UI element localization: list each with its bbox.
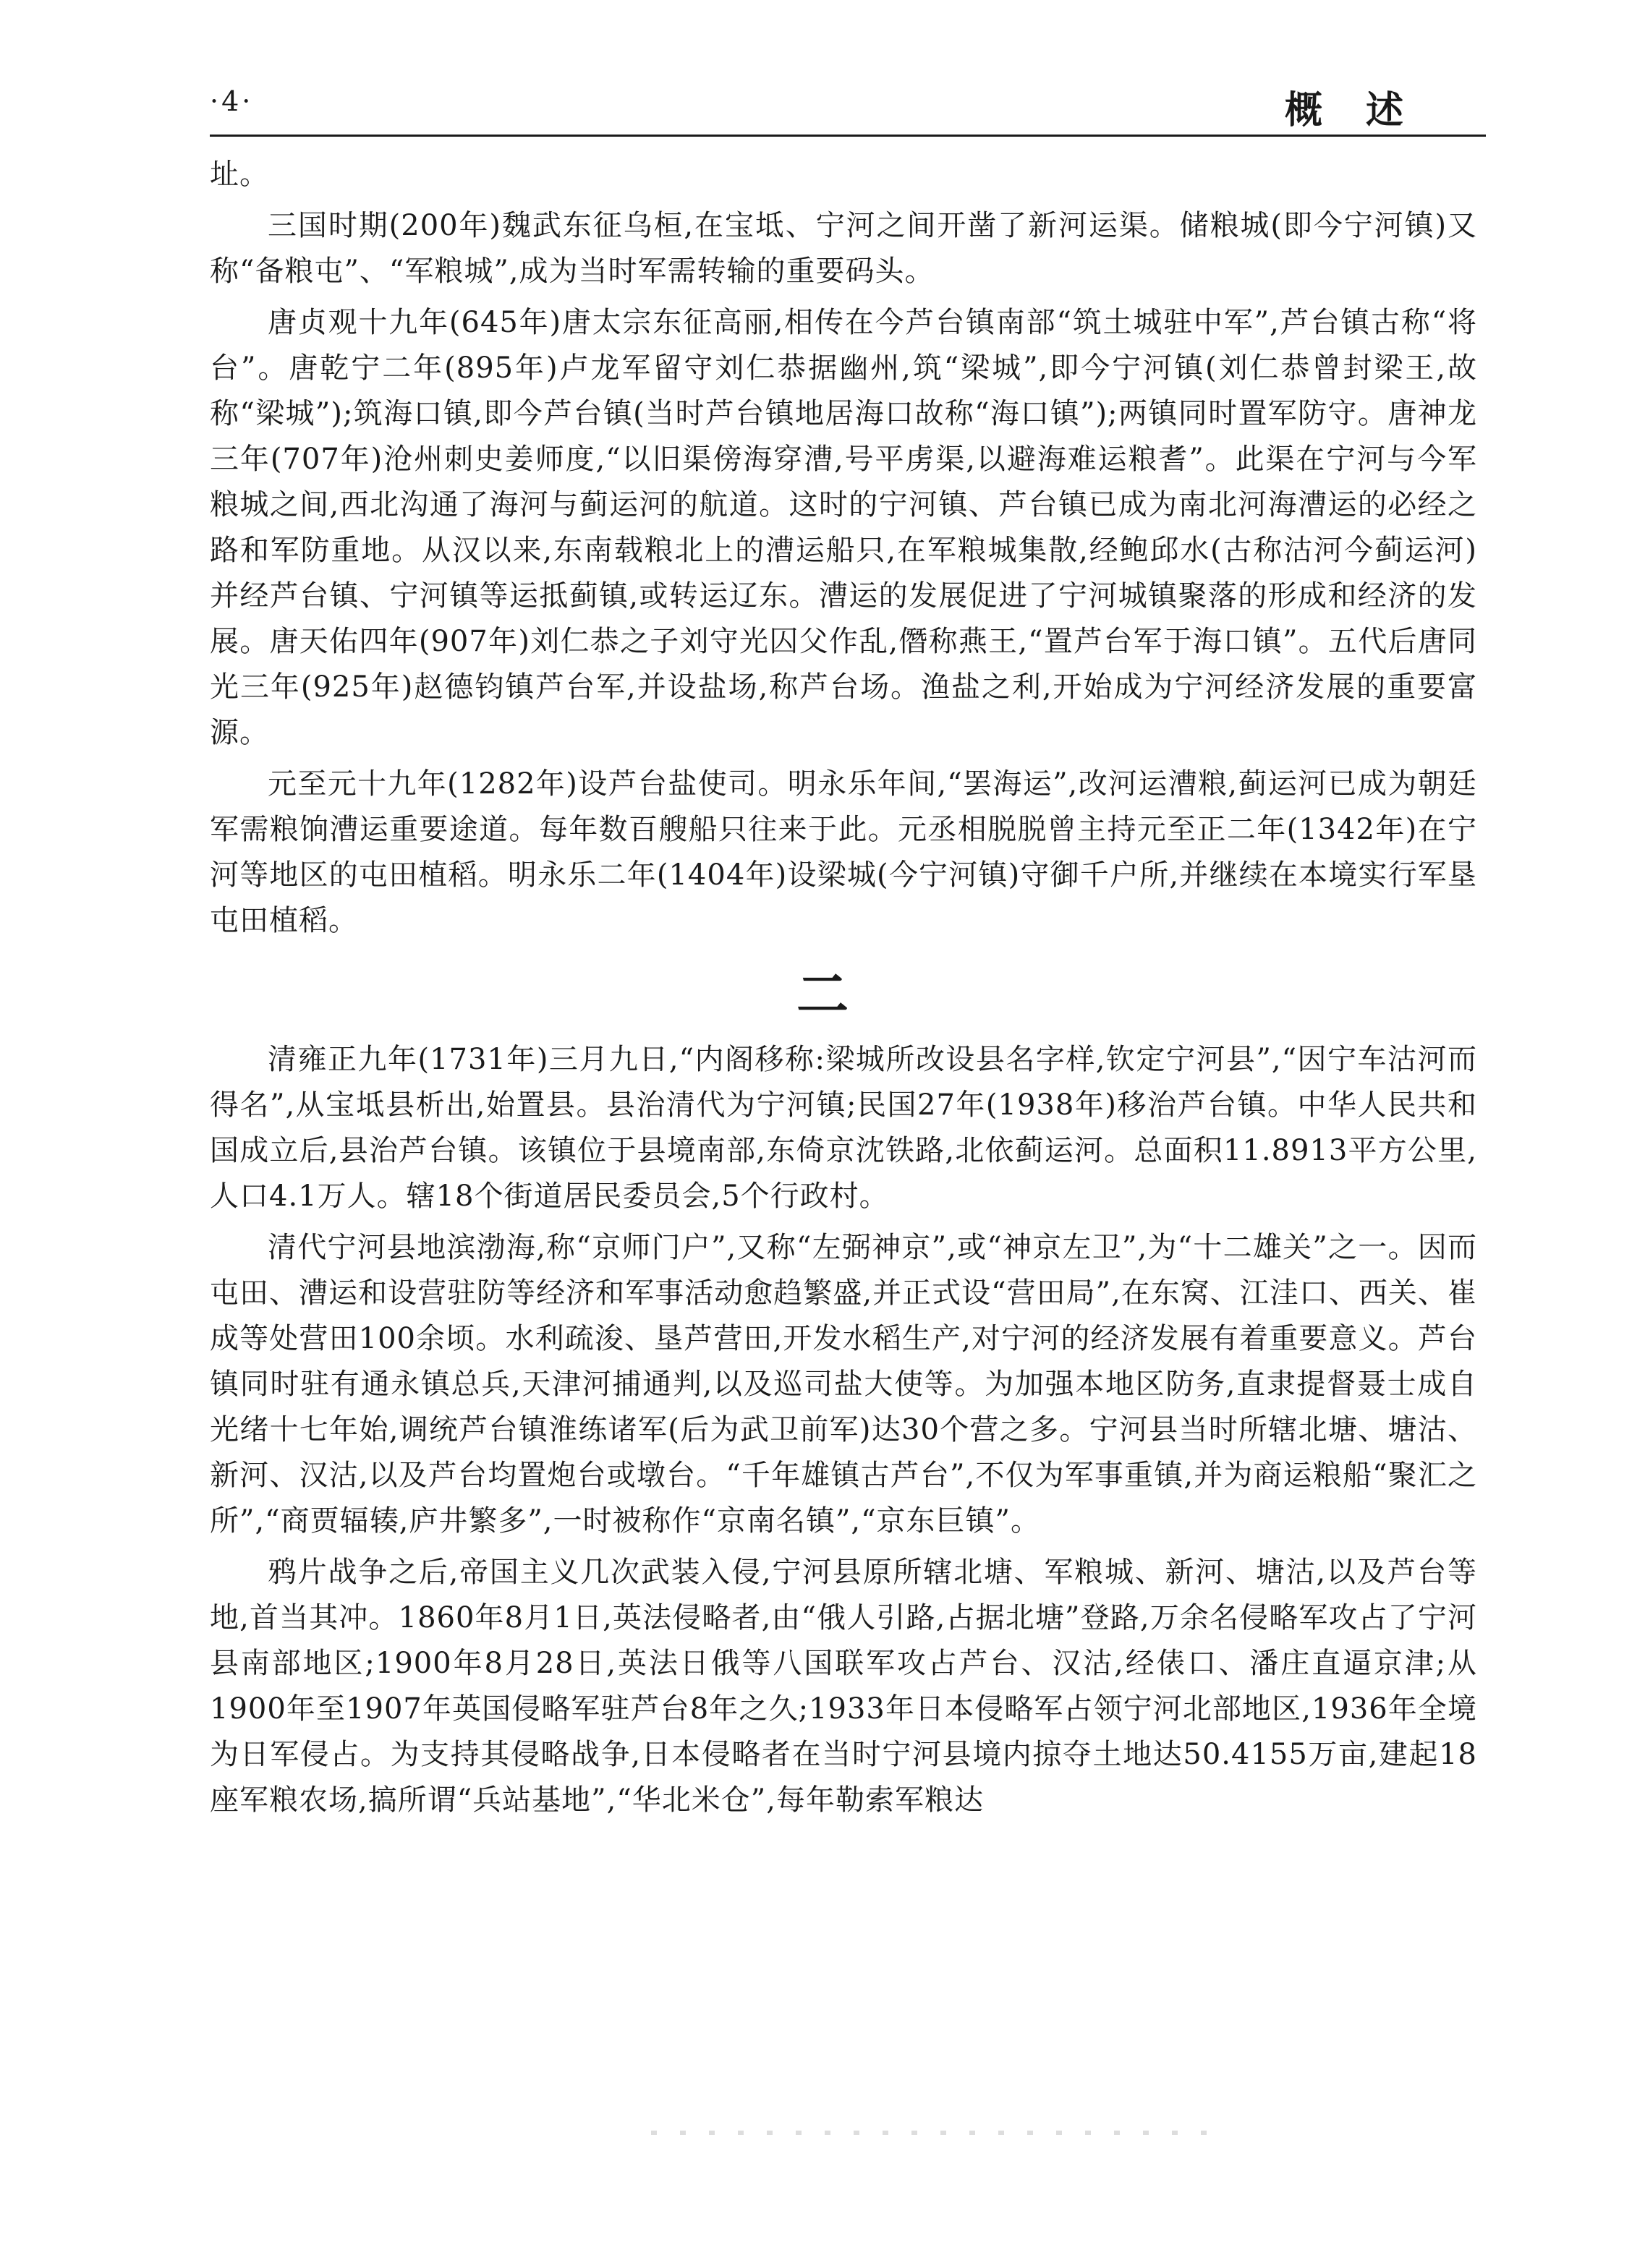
text-block-section-two (210, 1037, 1477, 1829)
paragraph: 三国时期(200年)魏武东征乌桓,在宝坻、宁河之间开凿了新河运渠。储粮城(即今宁河镇)又称“备粮屯”、“军粮城”,成为当时军需转输的重要码头。 (210, 209, 1477, 288)
paragraph: 清代宁河县地滨渤海,称“京师门户”,又称“左弼神京”,或“神京左卫”,为“十二雄关”之一。因而屯田、漕运和设营驻防等经济和军事活动愈趋繁盛,并正式设“营田局”,在东窝、江洼口、西关、崔成等处营田100余顷。水利疏浚、垦芦营田,开发水稻生产,对宁河的经济发展有着重要意义。芦台镇同时驻有通永镇总兵,天津河捕通判,以及巡司盐大使等。为加强本地区防务,直隶提督聂士成自光绪十七年始,调统芦台镇淮练诸军(后为武卫前军)达30个营之多。宁河县当时所辖北塘、塘沽、新河、汉沽,以及芦台均置炮台或墩台。“千年雄镇古芦台”,不仅为军事重镇,并为商运粮船“聚汇之所”,“商贾辐辏,庐井繁多”,一时被称作“京南名镇”,“京东巨镇”。 (210, 1231, 1477, 1538)
section-heading: 二 (796, 963, 849, 1025)
text-block-section-one (210, 152, 1477, 950)
running-header-title: 概述 (1284, 89, 1447, 132)
paragraph: 唐贞观十九年(645年)唐太宗东征高丽,相传在今芦台镇南部“筑土城驻中军”,芦台镇古称“将台”。唐乾宁二年(895年)卢龙军留守刘仁恭据幽州,筑“梁城”,即今宁河镇(刘仁恭曾封梁王,故称“梁城”);筑海口镇,即今芦台镇(当时芦台镇地居海口故称“海口镇”);两镇同时置军防守。唐神龙三年(707年)沧州刺史姜师度,“以旧渠傍海穿漕,号平虏渠,以避海难运粮耆”。此渠在宁河与今军粮城之间,西北沟通了海河与蓟运河的航道。这时的宁河镇、芦台镇已成为南北河海漕运的必经之路和军防重地。从汉以来,东南载粮北上的漕运船只,在军粮城集散,经鲍邱水(古称沽河今蓟运河)并经芦台镇、宁河镇等运抵蓟镇,或转运辽东。漕运的发展促进了宁河城镇聚落的形成和经济的发展。唐天佑四年(907年)刘仁恭之子刘守光囚父作乱,僭称燕王,“置芦台军于海口镇”。五代后唐同光三年(925年)赵德钧镇芦台军,并设盐场,称芦台场。渔盐之利,开始成为宁河经济发展的重要富源。 (210, 306, 1477, 749)
paragraph: 鸦片战争之后,帝国主义几次武装入侵,宁河县原所辖北塘、军粮城、新河、塘沽,以及芦台等地,首当其冲。1860年8月1日,英法侵略者,由“俄人引路,占据北塘”登路,万余名侵略军攻占了宁河县南部地区;1900年8月28日,英法日俄等八国联军攻占芦台、汉沽,经俵口、潘庄直逼京津;从1900年至1907年英国侵略军驻芦台8年之久;1933年日本侵略军占领宁河北部地区,1936年全境为日军侵占。为支持其侵略战争,日本侵略者在当时宁河县境内掠夺土地达50.4155万亩,建起18座军粮农场,搞所谓“兵站基地”,“华北米仓”,每年勒索军粮达 (210, 1556, 1477, 1817)
paragraph: 清雍正九年(1731年)三月九日,“内阁移称:梁城所改设县名字样,钦定宁河县”,“因宁车沽河而得名”,从宝坻县析出,始置县。县治清代为宁河镇;民国27年(1938年)移治芦台镇。中华人民共和国成立后,县治芦台镇。该镇位于县境南部,东倚京沈铁路,北依蓟运河。总面积11.8913平方公里,人口4.1万人。辖18个街道居民委员会,5个行政村。 (210, 1043, 1477, 1213)
scan-artifact (651, 2131, 1230, 2135)
paragraph: 元至元十九年(1282年)设芦台盐使司。明永乐年间,“罢海运”,改河运漕粮,蓟运河已成为朝廷军需粮饷漕运重要途道。每年数百艘船只往来于此。元丞相脱脱曾主持元至正二年(1342年)在宁河等地区的屯田植稻。明永乐二年(1404年)设梁城(今宁河镇)守御千户所,并继续在本境实行军垦屯田植稻。 (210, 767, 1477, 937)
page-number: ·4· (210, 85, 254, 117)
paragraph: 址。 (210, 158, 269, 191)
header-rule (210, 135, 1486, 137)
